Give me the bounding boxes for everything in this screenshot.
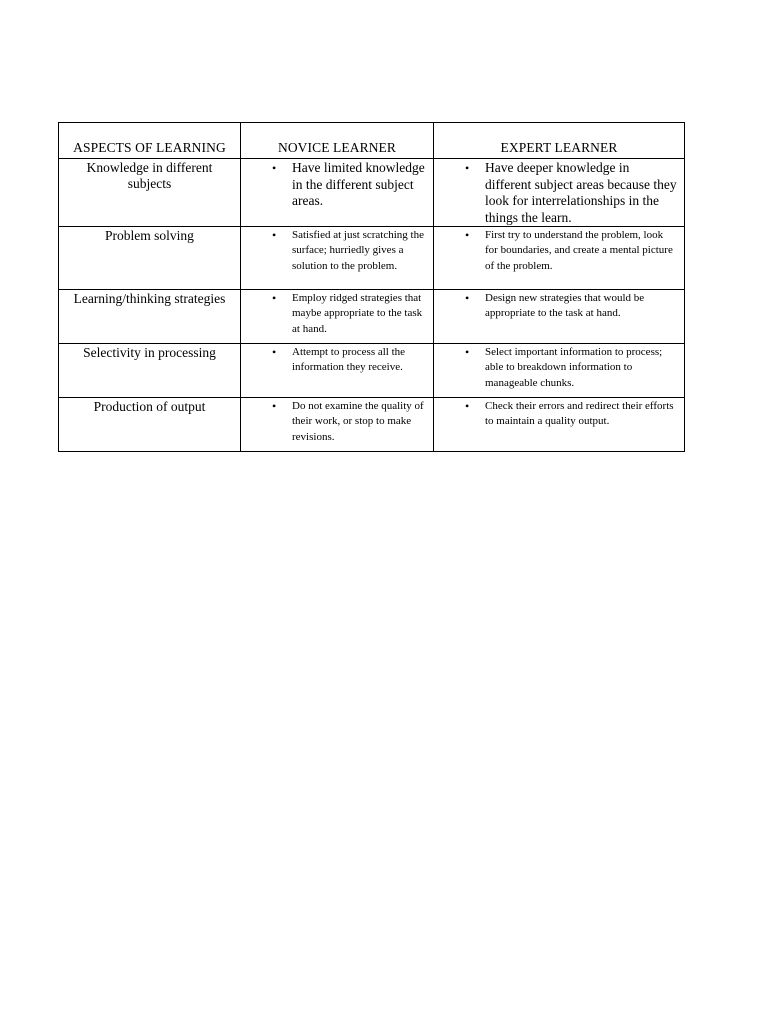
learner-comparison-table xyxy=(58,122,685,452)
table-row xyxy=(59,159,685,227)
table-row xyxy=(59,290,685,344)
list-item: • Do not examine the quality of their work, or stop to make revisions. xyxy=(272,399,424,443)
list-item: • Satisfied at just scratching the surface; hurriedly gives a solution to the problem. xyxy=(272,228,424,272)
expert-cell xyxy=(434,290,685,344)
aspect-cell: Problem solving xyxy=(59,227,241,290)
bullet-icon: • xyxy=(465,345,470,359)
header-expert: EXPERT LEARNER xyxy=(434,123,685,159)
novice-cell xyxy=(241,344,434,398)
aspect-cell: Selectivity in processing xyxy=(59,344,241,398)
aspect-cell: Learning/thinking strategies xyxy=(59,290,241,344)
list-item: • Employ ridged strategies that maybe appropriate to the task at hand. xyxy=(272,291,423,335)
novice-cell xyxy=(241,398,434,452)
novice-cell xyxy=(241,290,434,344)
list-item: • First try to understand the problem, look for boundaries, and create a mental picture of the problem. xyxy=(465,228,673,272)
expert-cell xyxy=(434,227,685,290)
list-item: • Have limited knowledge in the different subject areas. xyxy=(272,160,425,208)
bullet-icon: • xyxy=(272,345,277,359)
bullet-icon: • xyxy=(272,291,277,305)
table-row xyxy=(59,344,685,398)
bullet-icon: • xyxy=(465,228,470,242)
list-item: • Select important information to process; able to breakdown information to manageable chunks. xyxy=(465,345,663,389)
bullet-icon: • xyxy=(465,399,470,413)
bullet-icon: • xyxy=(272,228,277,242)
list-item: • Check their errors and redirect their efforts to maintain a quality output. xyxy=(465,399,674,428)
expert-cell xyxy=(434,398,685,452)
novice-cell xyxy=(241,227,434,290)
aspect-cell: Production of output xyxy=(59,398,241,452)
novice-cell xyxy=(241,159,434,227)
list-item: • Have deeper knowledge in different subject areas because they look for interrelationships in the things the learn. xyxy=(465,160,677,225)
expert-cell xyxy=(434,159,685,227)
table-header-row xyxy=(59,123,685,159)
bullet-icon: • xyxy=(272,399,277,413)
bullet-icon: • xyxy=(272,161,277,175)
bullet-icon: • xyxy=(465,161,470,175)
header-novice: NOVICE LEARNER xyxy=(241,123,434,159)
table-row xyxy=(59,398,685,452)
table-row xyxy=(59,227,685,290)
list-item: • Design new strategies that would be appropriate to the task at hand. xyxy=(465,291,645,320)
header-aspects: ASPECTS OF LEARNING xyxy=(59,123,241,159)
aspect-cell: Knowledge in different subjects xyxy=(59,159,241,227)
list-item: • Attempt to process all the information they receive. xyxy=(272,345,406,374)
bullet-icon: • xyxy=(465,291,470,305)
expert-cell xyxy=(434,344,685,398)
